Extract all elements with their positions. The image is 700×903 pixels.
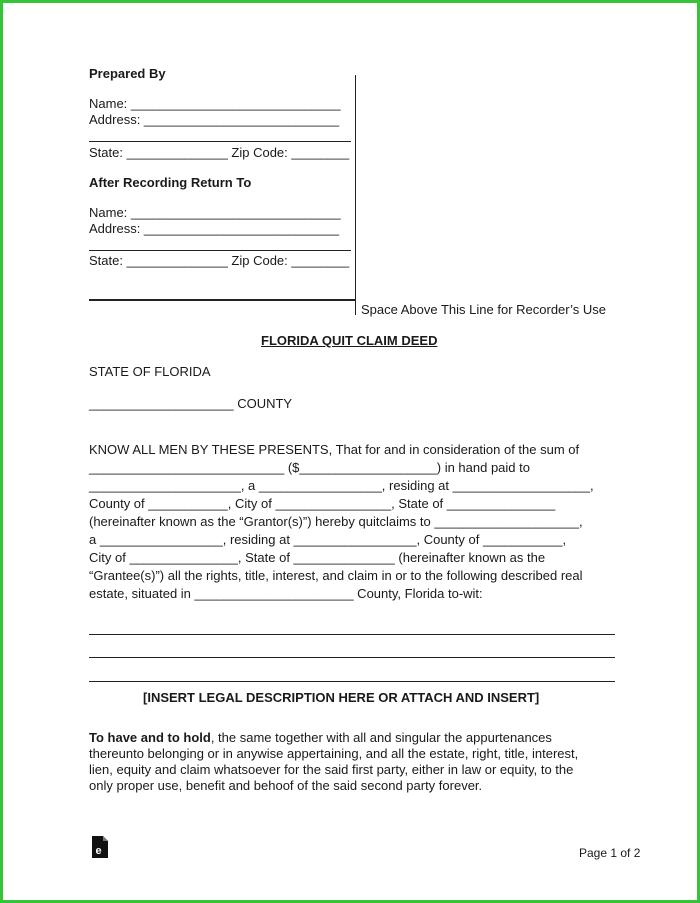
deed-title: FLORIDA QUIT CLAIM DEED [261,333,438,348]
state-heading: STATE OF FLORIDA [89,364,211,379]
document-e-icon [91,835,109,859]
return-address-line [89,250,351,251]
habendum-text: , the same together with all and singular the appurtenances [210,730,552,745]
return-to-heading: After Recording Return To [89,175,252,190]
habendum-line: only proper use, benefit and behoof of the said second party forever. [89,778,483,793]
legal-description-line [89,681,615,682]
legal-description-placeholder: [INSERT LEGAL DESCRIPTION HERE OR ATTACH AND INSERT] [143,690,540,705]
prepared-state-zip-field: State: ______________ Zip Code: ________ [89,145,350,160]
return-name-field: Name: _____________________________ [89,205,341,220]
body-line: City of _______________, State of ______________ (hereinafter known as the [89,550,546,565]
prepared-address-line [89,141,351,142]
habendum-line: lien, equity and claim whatsoever for the said first party, either in law or equity, to the [89,762,574,777]
habendum-line-first [89,730,552,746]
body-line: _____________________, a _________________, residing at ___________________, [89,478,594,493]
body-line: KNOW ALL MEN BY THESE PRESENTS, That for and in consideration of the sum of [89,442,580,457]
body-line: (hereinafter known as the “Grantor(s)”) hereby quitclaims to ____________________, [89,514,583,529]
legal-description-line [89,634,615,635]
body-line: County of ___________, City of ________________, State of _______________ [89,496,556,511]
habendum-line: thereunto belonging or in anywise appertaining, and all the estate, right, title, interest, [89,746,579,761]
svg-text:e: e [95,845,102,857]
county-heading: ____________________ COUNTY [89,396,293,411]
return-state-zip-field: State: ______________ Zip Code: ________ [89,253,350,268]
prepared-address-field: Address: ___________________________ [89,112,340,127]
habendum-lead: To have and to hold [89,730,211,745]
recorder-divider-horizontal [89,299,355,301]
prepared-by-heading: Prepared By [89,66,166,81]
body-line: estate, situated in ______________________ County, Florida to-wit: [89,586,483,601]
recorder-space-note: Space Above This Line for Recorder’s Use [361,302,606,317]
page-number: Page 1 of 2 [579,846,641,860]
body-line: a _________________, residing at _________________, County of ___________, [89,532,567,547]
return-address-field: Address: ___________________________ [89,221,340,236]
recorder-divider-vertical [355,75,356,315]
body-line: ___________________________ ($___________________) in hand paid to [89,460,530,475]
legal-description-line [89,657,615,658]
body-line: “Grantee(s)”) all the rights, title, interest, and claim in or to the following described real [89,568,583,583]
prepared-name-field: Name: _____________________________ [89,96,341,111]
